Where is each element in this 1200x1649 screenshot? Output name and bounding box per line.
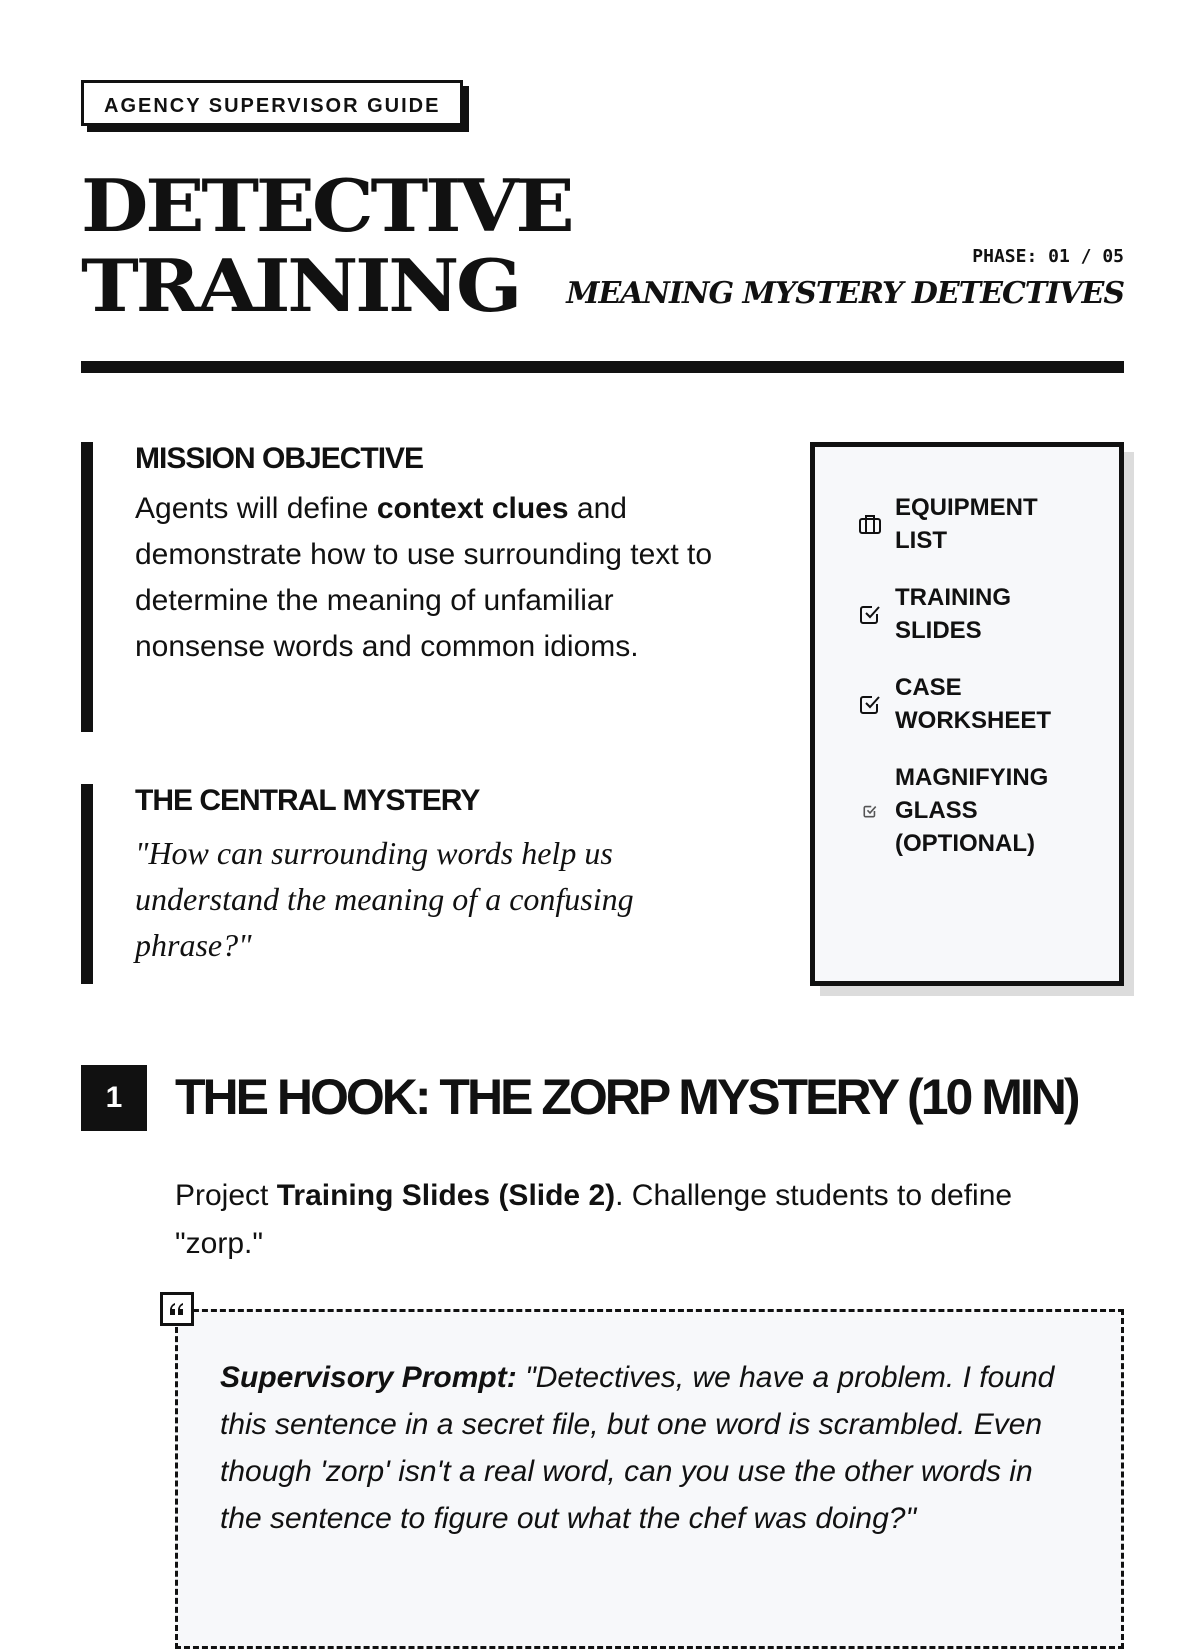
quote-icon — [160, 1292, 194, 1326]
equipment-item-label: MAGNIFYING GLASS (OPTIONAL) — [895, 764, 1049, 857]
supervisory-prompt-box — [175, 1309, 1124, 1649]
equipment-box — [810, 442, 1124, 986]
equipment-item-label: EQUIPMENT LIST — [895, 494, 1038, 554]
equipment-item-label: TRAINING SLIDES — [895, 584, 1011, 644]
central-mystery-quote: "How can surrounding words help us understand the meaning of a confusing phrase?" — [135, 835, 634, 963]
mission-objective-block — [81, 442, 741, 732]
guide-tag: AGENCY SUPERVISOR GUIDE — [81, 80, 463, 126]
objective-text-end: and demonstrate how to use surrounding text to determine the meaning of unfamiliar nonsense words and common idioms. — [135, 492, 713, 663]
mission-objective-text — [135, 486, 741, 670]
section-title: THE HOOK: THE ZORP MYSTERY (10 MIN) — [175, 1069, 1078, 1125]
equipment-item — [857, 761, 1099, 860]
objective-text-start: Agents will define — [135, 492, 377, 525]
equipment-item — [857, 671, 1099, 737]
supervisory-prompt-text — [220, 1354, 1081, 1542]
central-mystery-heading: THE CENTRAL MYSTERY — [135, 784, 480, 817]
page-title — [81, 163, 572, 328]
objective-key-term: context clues — [376, 492, 569, 525]
section-number: 1 — [81, 1065, 147, 1131]
header-divider — [81, 361, 1124, 373]
page-subtitle: MEANING MYSTERY DETECTIVES — [566, 276, 1124, 311]
intro-slide-reference: Training Slides (Slide 2) — [276, 1179, 616, 1212]
central-mystery-block — [81, 784, 741, 984]
section-intro — [175, 1172, 1075, 1268]
prompt-body: "Detectives, we have a problem. I found this sentence in a secret file, but one word is scrambled. Even though 'zorp' isn't a real word, can you use the other words in the sentence to figure out what the chef was doing?" — [220, 1361, 1055, 1535]
briefcase-icon — [857, 513, 883, 535]
mission-objective-heading: MISSION OBJECTIVE — [135, 442, 424, 475]
prompt-label: Supervisory Prompt: — [220, 1361, 517, 1394]
title-line-1: DETECTIVE — [81, 163, 572, 248]
phase-indicator: PHASE: 01 / 05 — [972, 246, 1124, 267]
checkbox-icon — [857, 693, 883, 715]
intro-text-start: Project — [175, 1179, 277, 1212]
intro-text-end: . Challenge students to define "zorp." — [175, 1179, 1013, 1260]
checkbox-icon — [857, 603, 883, 625]
equipment-item — [857, 581, 1099, 647]
checkbox-icon — [857, 804, 883, 818]
title-line-2: TRAINING — [81, 243, 520, 328]
equipment-item-label: CASE WORKSHEET — [895, 674, 1051, 734]
equipment-item — [857, 491, 1099, 557]
